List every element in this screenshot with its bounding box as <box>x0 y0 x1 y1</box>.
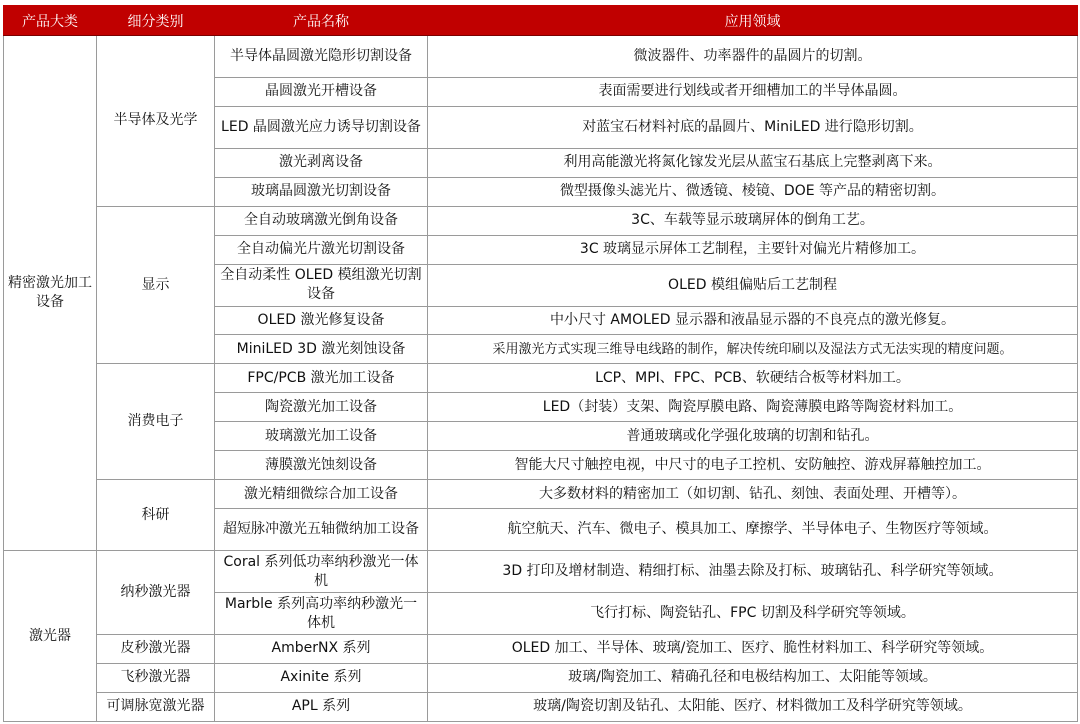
application-cell: LED（封装）支架、陶瓷厚膜电路、陶瓷薄膜电路等陶瓷材料加工。 <box>428 393 1078 422</box>
product-name-cell: Coral 系列低功率纳秒激光一体机 <box>215 551 428 593</box>
product-name-cell: 激光剥离设备 <box>215 148 428 177</box>
application-cell: 玻璃/陶瓷加工、精确孔径和电极结构加工、太阳能等领域。 <box>428 663 1078 692</box>
product-name-cell: 全自动玻璃激光倒角设备 <box>215 206 428 235</box>
product-name-cell: LED 晶圆激光应力诱导切割设备 <box>215 106 428 148</box>
application-cell: LCP、MPI、FPC、PCB、软硬结合板等材料加工。 <box>428 364 1078 393</box>
product-name-cell: APL 系列 <box>215 692 428 721</box>
application-cell: OLED 加工、半导体、玻璃/瓷加工、医疗、脆性材料加工、科学研究等领域。 <box>428 634 1078 663</box>
application-cell: 智能大尺寸触控电视，中尺寸的电子工控机、安防触控、游戏屏幕触控加工。 <box>428 451 1078 480</box>
application-cell: 3C 玻璃显示屏体工艺制程，主要针对偏光片精修加工。 <box>428 235 1078 264</box>
application-cell: 玻璃/陶瓷切割及钻孔、太阳能、医疗、材料微加工及科学研究等领域。 <box>428 692 1078 721</box>
application-cell: 微波器件、功率器件的晶圆片的切割。 <box>428 36 1078 78</box>
application-cell: 微型摄像头滤光片、微透镜、棱镜、DOE 等产品的精密切割。 <box>428 177 1078 206</box>
application-cell: OLED 模组偏贴后工艺制程 <box>428 264 1078 306</box>
subcategory-cell: 可调脉宽激光器 <box>97 692 215 721</box>
application-cell: 3C、车载等显示玻璃屏体的倒角工艺。 <box>428 206 1078 235</box>
header-product-name: 产品名称 <box>215 6 428 36</box>
header-row <box>4 6 1078 36</box>
application-cell: 大多数材料的精密加工（如切割、钻孔、刻蚀、表面处理、开槽等）。 <box>428 480 1078 509</box>
table-row <box>4 634 1078 663</box>
product-name-cell: MiniLED 3D 激光刻蚀设备 <box>215 335 428 364</box>
application-cell: 3D 打印及增材制造、精细打标、油墨去除及打标、玻璃钻孔、科学研究等领域。 <box>428 551 1078 593</box>
subcategory-cell: 科研 <box>97 480 215 551</box>
product-name-cell: 超短脉冲激光五轴微纳加工设备 <box>215 509 428 551</box>
product-name-cell: 激光精细微综合加工设备 <box>215 480 428 509</box>
header-application: 应用领域 <box>428 6 1078 36</box>
product-name-cell: FPC/PCB 激光加工设备 <box>215 364 428 393</box>
header-subcategory: 细分类别 <box>97 6 215 36</box>
application-cell: 利用高能激光将氮化镓发光层从蓝宝石基底上完整剥离下来。 <box>428 148 1078 177</box>
product-name-cell: Marble 系列高功率纳秒激光一体机 <box>215 593 428 635</box>
subcategory-cell: 纳秒激光器 <box>97 551 215 635</box>
product-name-cell: 薄膜激光蚀刻设备 <box>215 451 428 480</box>
table-row <box>4 480 1078 509</box>
application-cell: 飞行打标、陶瓷钻孔、FPC 切割及科学研究等领域。 <box>428 593 1078 635</box>
table-row <box>4 551 1078 593</box>
table-row <box>4 36 1078 78</box>
subcategory-cell: 显示 <box>97 206 215 364</box>
product-name-cell: 玻璃激光加工设备 <box>215 422 428 451</box>
subcategory-cell: 消费电子 <box>97 364 215 480</box>
product-name-cell: 玻璃晶圆激光切割设备 <box>215 177 428 206</box>
application-cell: 航空航天、汽车、微电子、模具加工、摩擦学、半导体电子、生物医疗等领域。 <box>428 509 1078 551</box>
application-cell: 采用激光方式实现三维导电线路的制作，解决传统印刷以及湿法方式无法实现的精度问题。 <box>428 335 1078 364</box>
category-cell: 激光器 <box>4 551 97 722</box>
application-cell: 对蓝宝石材料衬底的晶圆片、MiniLED 进行隐形切割。 <box>428 106 1078 148</box>
subcategory-cell: 皮秒激光器 <box>97 634 215 663</box>
subcategory-cell: 半导体及光学 <box>97 36 215 207</box>
product-name-cell: Axinite 系列 <box>215 663 428 692</box>
application-cell: 表面需要进行划线或者开细槽加工的半导体晶圆。 <box>428 77 1078 106</box>
product-name-cell: 半导体晶圆激光隐形切割设备 <box>215 36 428 78</box>
table-row <box>4 663 1078 692</box>
table-row <box>4 692 1078 721</box>
application-cell: 中小尺寸 AMOLED 显示器和液晶显示器的不良亮点的激光修复。 <box>428 306 1078 335</box>
product-name-cell: 陶瓷激光加工设备 <box>215 393 428 422</box>
subcategory-cell: 飞秒激光器 <box>97 663 215 692</box>
product-table <box>3 5 1078 722</box>
table-row <box>4 364 1078 393</box>
header-category: 产品大类 <box>4 6 97 36</box>
application-cell: 普通玻璃或化学强化玻璃的切割和钻孔。 <box>428 422 1078 451</box>
product-name-cell: 晶圆激光开槽设备 <box>215 77 428 106</box>
product-name-cell: 全自动偏光片激光切割设备 <box>215 235 428 264</box>
product-name-cell: AmberNX 系列 <box>215 634 428 663</box>
category-cell: 精密激光加工设备 <box>4 36 97 551</box>
product-name-cell: OLED 激光修复设备 <box>215 306 428 335</box>
table-row <box>4 206 1078 235</box>
product-name-cell: 全自动柔性 OLED 模组激光切割设备 <box>215 264 428 306</box>
